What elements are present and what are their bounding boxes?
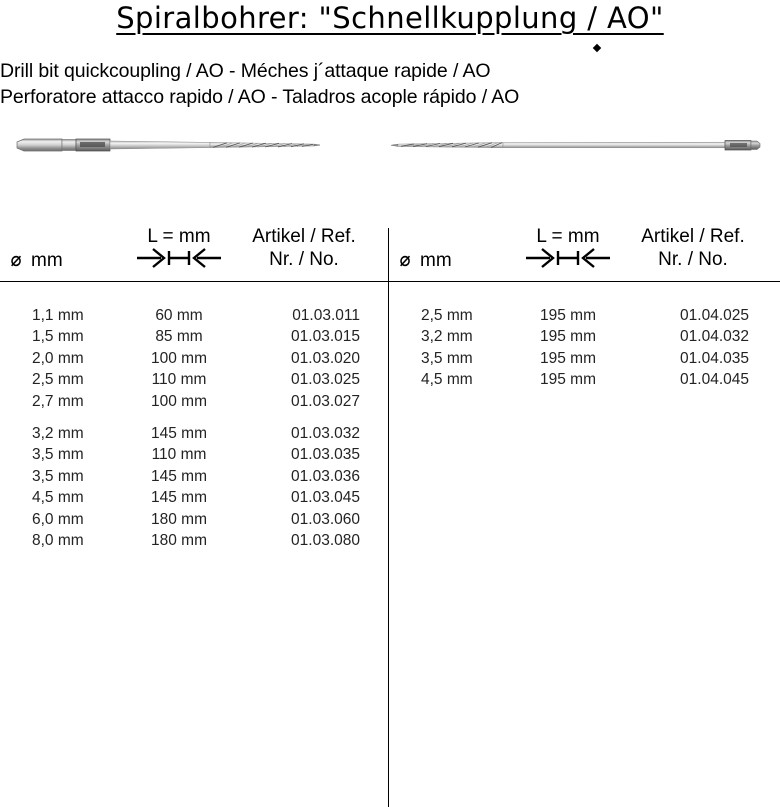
cell-diameter: 2,5 mm [421,307,473,324]
dimension-arrow-icon [118,247,240,271]
cell-length: 180 mm [151,531,207,549]
cell-reference: 01.03.035 [291,446,360,464]
cell-length: 85 mm [155,328,203,346]
table-row[interactable] [389,305,777,326]
cell-reference: 01.03.025 [291,371,360,389]
table-row[interactable] [389,369,777,390]
column-header-reference [228,225,380,271]
table-row[interactable] [0,466,388,487]
cell-reference: 01.03.080 [291,531,360,549]
table-row[interactable] [0,444,388,465]
column-header-reference [617,225,769,271]
cell-reference: 01.03.045 [291,489,360,507]
cell-diameter: 4,5 mm [421,371,473,389]
diameter-icon: ⌀ [10,247,22,271]
cell-length: 145 mm [151,467,207,485]
column-header-diameter [391,248,525,272]
cell-diameter: 1,1 mm [32,307,84,324]
column-header-length: L = mm [536,226,600,247]
cell-diameter: 2,7 mm [32,392,84,410]
cell-length: 195 mm [540,307,596,324]
table-row[interactable] [0,391,388,412]
cell-length: 100 mm [151,392,207,410]
drill-bit-image-left [14,134,324,165]
cell-length: 195 mm [540,349,596,367]
table-right [389,220,777,560]
cell-diameter: 3,5 mm [421,349,473,367]
cell-reference: 01.03.015 [291,328,360,346]
column-header-diameter [2,248,136,272]
subtitle-italian-spanish: Perforatore attacco rapido / AO - Taladros acople rápido / AO [0,86,520,108]
table-row[interactable] [0,326,388,347]
dimension-arrow-icon [507,247,629,271]
cell-length: 195 mm [540,328,596,346]
cell-reference: 01.03.060 [291,510,360,528]
cell-diameter: 2,5 mm [32,371,84,389]
column-header-reference-line1: Artikel / Ref. [252,226,356,247]
diameter-icon: ⌀ [399,247,411,271]
column-header-reference-line2: Nr. / No. [269,249,339,270]
column-header-diameter-unit: mm [31,250,63,271]
cell-length: 100 mm [151,349,207,367]
cell-reference: 01.03.020 [291,349,360,367]
cell-length: 110 mm [151,371,207,389]
cell-reference: 01.04.032 [680,328,749,346]
cell-reference: 01.04.035 [680,349,749,367]
title-block [0,0,780,35]
column-header-length: L = mm [147,226,211,247]
table-row[interactable] [389,326,777,347]
table-row[interactable] [0,305,388,326]
cell-reference: 01.03.036 [291,467,360,485]
table-row[interactable] [0,487,388,508]
cell-length: 145 mm [151,424,207,442]
cell-reference: 01.04.045 [680,371,749,389]
table-left [0,220,388,560]
drill-bit-image-right [385,134,765,165]
cell-reference: 01.03.011 [292,307,360,324]
page-title: Spiralbohrer: "Schnellkupplung / AO" [116,1,664,35]
table-row[interactable] [0,530,388,551]
cell-diameter: 4,5 mm [32,489,84,507]
cell-diameter: 6,0 mm [32,510,84,528]
cell-reference: 01.03.027 [291,392,360,410]
subtitle-english-french: Drill bit quickcoupling / AO - Méches j´attaque rapide / AO [0,60,491,82]
table-row[interactable] [389,348,777,369]
cell-diameter: 1,5 mm [32,328,84,346]
column-header-diameter-unit: mm [420,250,452,271]
cell-length: 60 mm [155,307,203,324]
table-right-rows [389,305,777,391]
cell-diameter: 3,2 mm [32,424,84,442]
table-row[interactable] [0,348,388,369]
cell-reference: 01.03.032 [291,424,360,442]
column-header-reference-line1: Artikel / Ref. [641,226,745,247]
stray-ink-dot [593,44,601,52]
cell-length: 195 mm [540,371,596,389]
cell-length: 110 mm [151,446,207,464]
cell-diameter: 2,0 mm [32,349,84,367]
table-row[interactable] [0,369,388,390]
table-row[interactable] [0,509,388,530]
cell-diameter: 3,5 mm [32,446,84,464]
column-header-reference-line2: Nr. / No. [658,249,728,270]
cell-reference: 01.04.025 [680,307,749,324]
cell-diameter: 3,5 mm [32,467,84,485]
cell-diameter: 8,0 mm [32,531,84,549]
table-left-rows [0,305,388,551]
cell-length: 145 mm [151,489,207,507]
cell-length: 180 mm [151,510,207,528]
table-row[interactable] [0,423,388,444]
cell-diameter: 3,2 mm [421,328,473,346]
